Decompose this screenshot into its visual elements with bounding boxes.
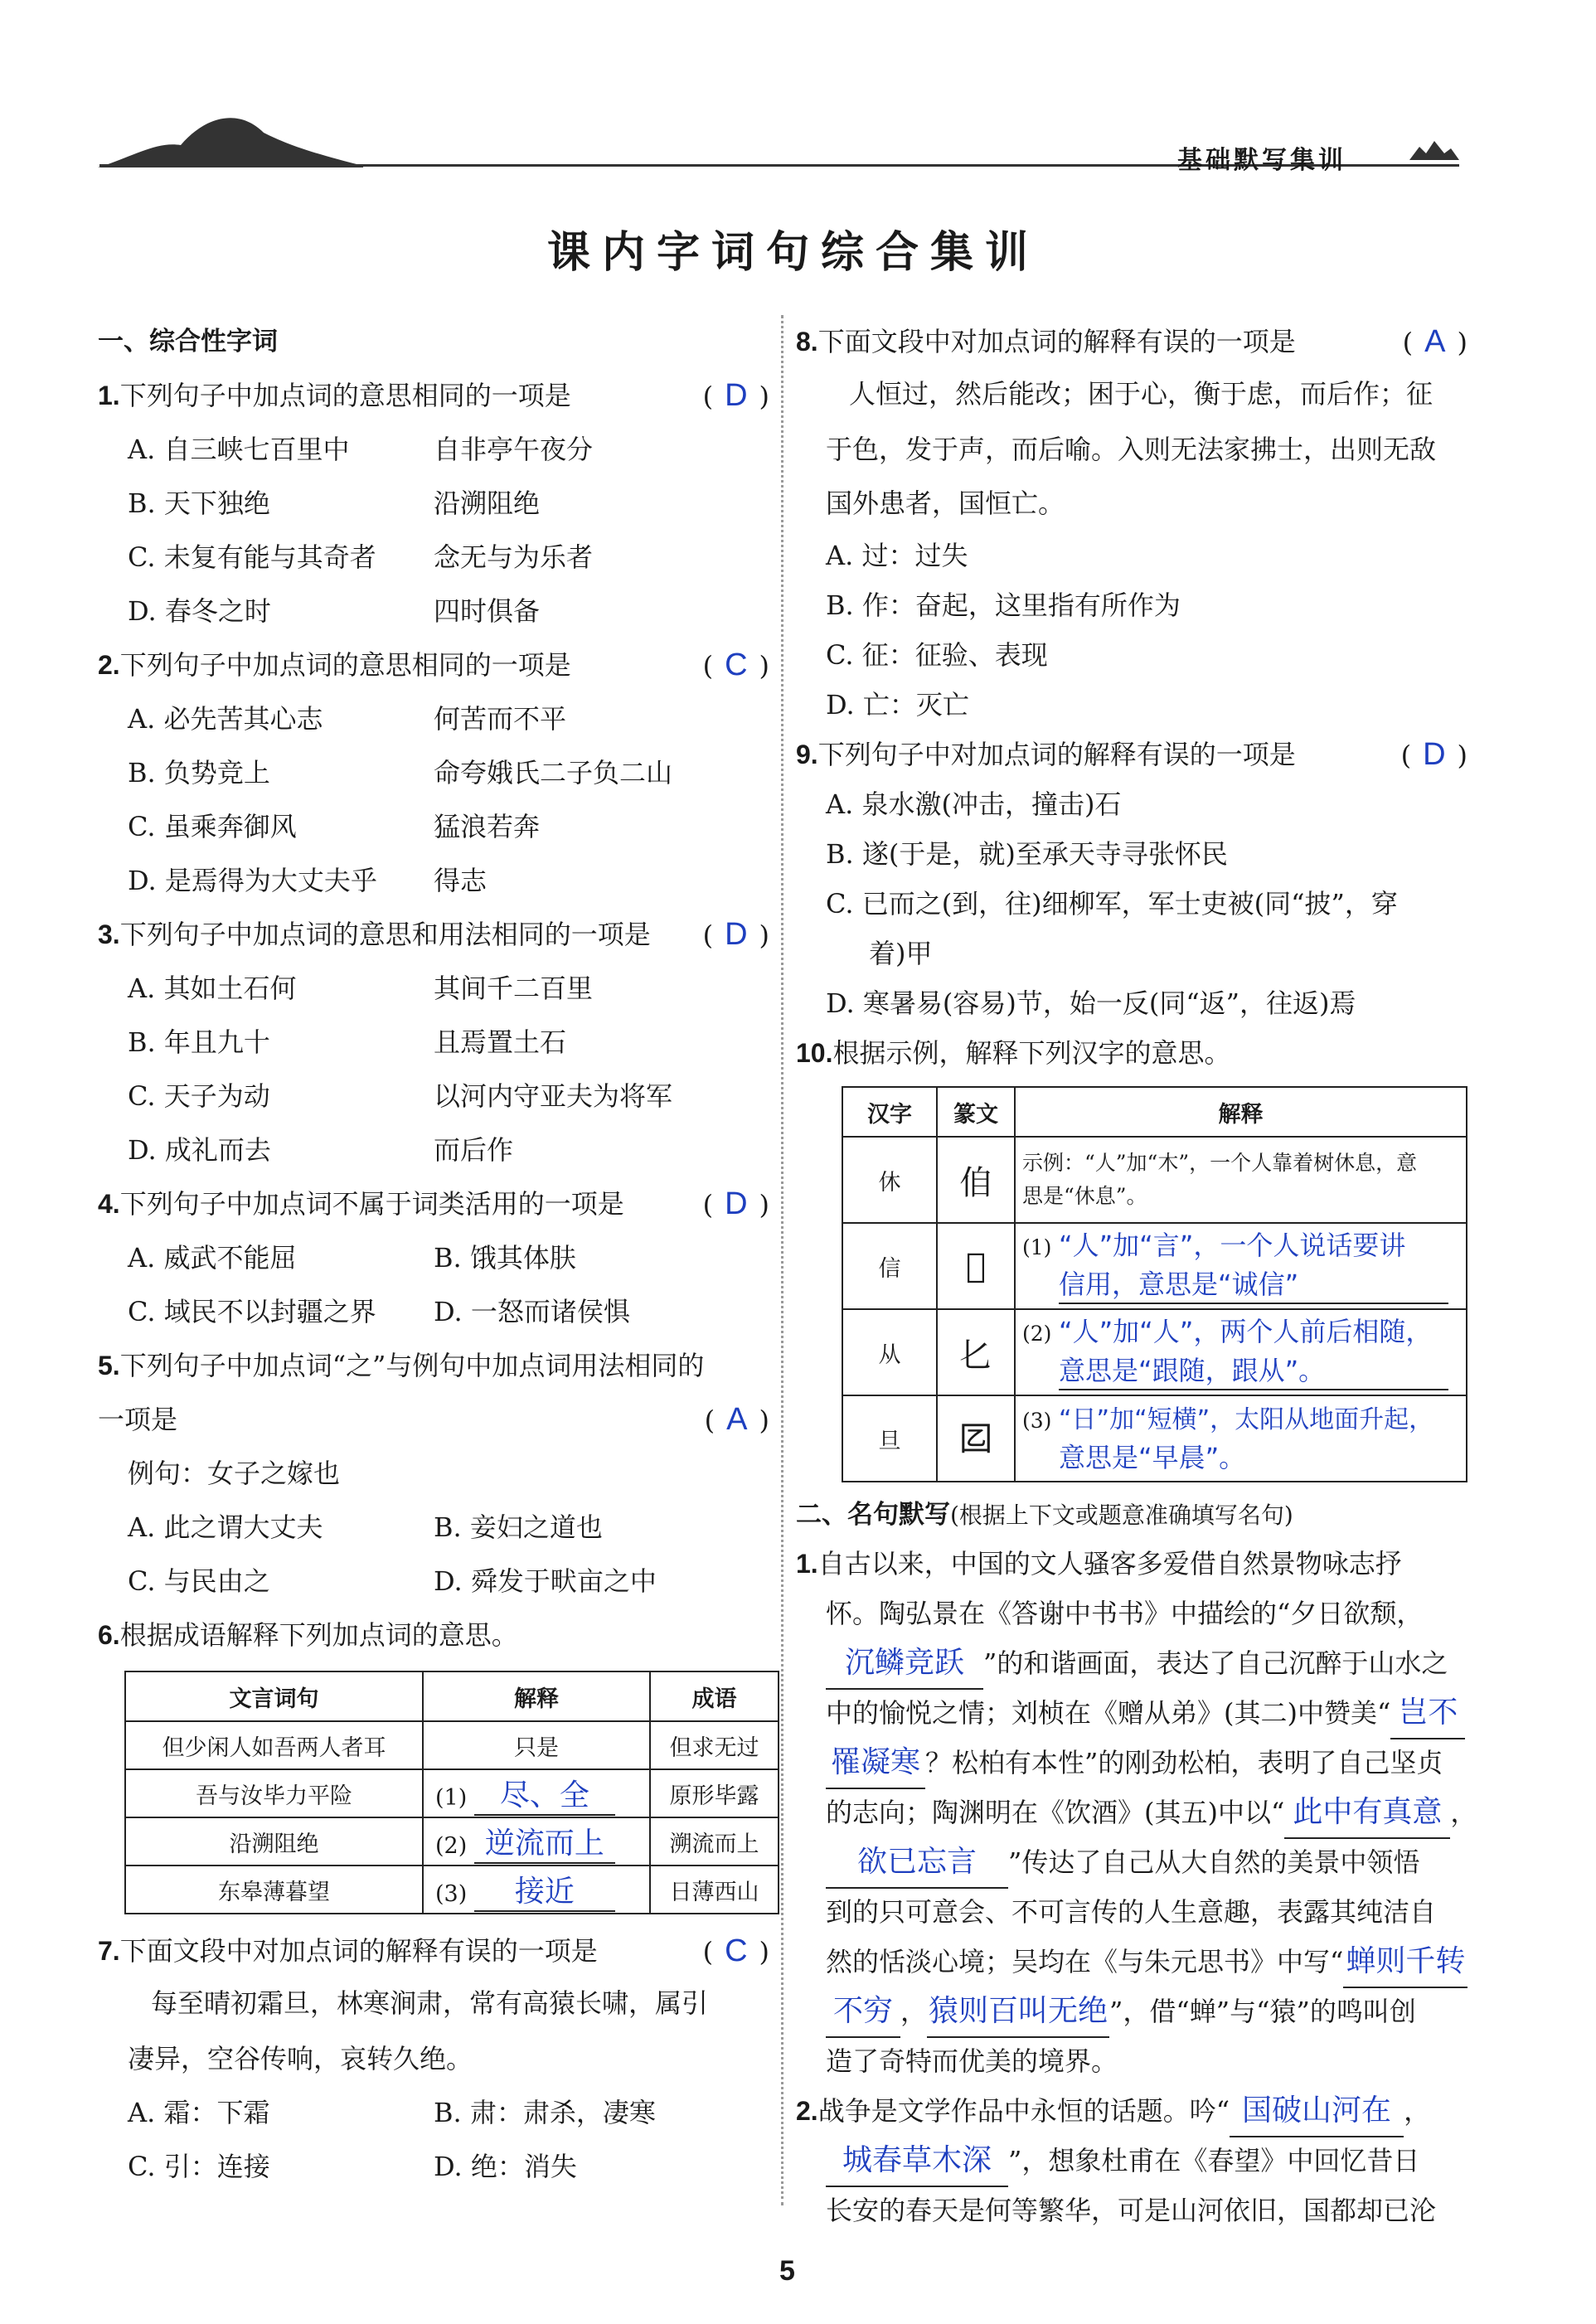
text-line: 罹凝寒 ？松柏有本性”的刚劲松柏，表明了自己坚贞 <box>796 1738 1467 1788</box>
idiom-table <box>124 1671 779 1914</box>
option-row: B. 负势竞上 命夸娥氏二子负二山 <box>128 757 673 788</box>
text-line: 长安的春天是何等繁华，可是山河依旧，国都却已沦 <box>826 2195 1437 2226</box>
answer-box: ( A ) <box>1402 324 1467 359</box>
option-row: A. 泉水激(冲击，撞击)石 <box>826 788 1122 820</box>
seal-script-glyph: 㑑 <box>937 1137 1015 1223</box>
option-row: C. 天子为动 以河内守亚夫为将军 <box>128 1080 673 1112</box>
option-row: B. 年且九十 且焉置土石 <box>128 1026 567 1058</box>
question-8: 8.下面文段中对加点词的解释有误的一项是 ( A ) <box>796 315 1467 369</box>
option-row: C. 域民不以封疆之界 D. 一怒而诸侯惧 <box>128 1296 630 1327</box>
option-row: C. 未复有能与其奇者 念无与为乐者 <box>128 541 594 573</box>
answer-field[interactable]: 信用，意思是“诚信” <box>1059 1266 1448 1304</box>
question-3: 3.下列句子中加点词的意思和用法相同的一项是 ( D ) <box>98 908 769 962</box>
answer-field[interactable]: “日”加“短横”，太阳从地面升起， <box>1059 1405 1434 1434</box>
mountain-decoration-icon <box>98 108 363 170</box>
answer-box: ( D ) <box>702 1186 769 1221</box>
option-row: D. 亡：灭亡 <box>826 689 969 720</box>
answer-field[interactable]: 猿则百叫无绝 <box>927 1987 1109 2038</box>
example-sentence: 例句：女子之嫁也 <box>128 1458 341 1489</box>
passage-line: 人恒过，然后能改；困于心，衡于虑，而后作；征 <box>849 378 1433 410</box>
table-row: 从 𠤎 (2) “人”加“人”，两个人前后相随， 意思是“跟随，跟从”。 <box>842 1309 1467 1395</box>
option-row: A. 自三峡七百里中 自非亭午夜分 <box>128 434 594 465</box>
question-1: 1.下列句子中加点词的意思相同的一项是 ( D ) <box>98 369 769 423</box>
answer-box: ( D ) <box>1400 737 1467 772</box>
option-row: C. 虽乘奔御风 猛浪若奔 <box>128 811 541 842</box>
book-title: 基础默写集训 <box>1177 146 1346 175</box>
option-row: 着)甲 <box>869 938 933 969</box>
table-header: 文言词句 <box>125 1671 423 1721</box>
text-line: 怀。陶弘景在《答谢中书书》中描绘的“夕日欲颓， <box>826 1598 1424 1629</box>
right-column <box>796 315 1477 2235</box>
answer-box: ( A ) <box>704 1402 769 1437</box>
text-line: 中的愉悦之情；刘桢在《赠从弟》(其二)中赞美“ 岂不 <box>796 1688 1467 1738</box>
answer-field[interactable]: 城春草木深 <box>826 2136 1008 2187</box>
answer-field[interactable]: 意思是“早晨”。 <box>1059 1441 1246 1473</box>
table-row: 信 𠻃 (1) “人”加“言”，一个人说话要讲 信用，意思是“诚信” <box>842 1223 1467 1309</box>
table-row: 沿溯阻绝 (2) 逆流而上 溯流而上 <box>125 1817 779 1866</box>
answer-field[interactable]: 逆流而上 <box>474 1820 615 1864</box>
section-heading: 二、名句默写(根据上下文或题意准确填写名句) <box>796 1500 1293 1530</box>
option-row: C. 已而之(到，往)细柳军，军士吏被(同“披”，穿 <box>826 888 1398 919</box>
question-9: 9.下列句子中对加点词的解释有误的一项是 ( D ) <box>796 730 1467 779</box>
text-line: 不穷 ，猿则百叫无绝”，借“蝉”与“猿”的鸣叫创 <box>796 1987 1467 2036</box>
answer-field[interactable]: 罹凝寒 <box>826 1738 925 1789</box>
character-table <box>842 1086 1467 1482</box>
answer-field[interactable]: 尽、全 <box>474 1772 615 1816</box>
text-line: 然的恬淡心境；吴均在《与朱元思书》中写“蝉则千转 <box>796 1937 1467 1987</box>
recitation-2: 2.战争是文学作品中永恒的话题。吟“ 国破山河在 ， <box>796 2086 1467 2136</box>
question-2: 2.下列句子中加点词的意思相同的一项是 ( C ) <box>98 638 769 692</box>
table-row: 休 㑑 示例：“人”加“木”，一个人靠着树休息，意 思是“休息”。 <box>842 1137 1467 1223</box>
answer-box: ( D ) <box>702 917 769 952</box>
question-10: 10.根据示例，解释下列汉字的意思。 <box>796 1037 1231 1069</box>
page-number: 5 <box>779 2255 795 2287</box>
option-row: A. 过：过失 <box>826 540 968 571</box>
question-7: 7.下面文段中对加点词的解释有误的一项是 ( C ) <box>98 1924 769 1978</box>
table-header: 篆文 <box>937 1087 1015 1137</box>
option-row: C. 征：征验、表现 <box>826 639 1048 671</box>
option-row: C. 与民由之 D. 舜发于畎亩之中 <box>128 1565 657 1597</box>
seal-script-glyph: 𠻃 <box>937 1223 1015 1309</box>
option-row: B. 遂(于是，就)至承天寺寻张怀民 <box>826 838 1228 870</box>
option-row: A. 其如土石何 其间千二百里 <box>128 973 594 1004</box>
seal-script-glyph: 𠤎 <box>937 1309 1015 1395</box>
table-row: 旦 𡆠 (3) “日”加“短横”，太阳从地面升起， 意思是“早晨”。 <box>842 1395 1467 1482</box>
answer-field[interactable]: “人”加“言”，一个人说话要讲 <box>1059 1230 1406 1261</box>
page-title: 课内字词句综合集训 <box>547 227 1041 278</box>
answer-field[interactable]: 岂不 <box>1390 1688 1465 1739</box>
text-line: 的志向；陶渊明在《饮酒》(其五)中以“ 此中有真意 ， <box>796 1788 1467 1837</box>
passage-line: 每至晴初霜旦，林寒涧肃，常有高猿长啸，属引 <box>151 1987 709 2019</box>
column-divider <box>781 315 783 2205</box>
option-row: C. 引：连接 D. 绝：消失 <box>128 2151 577 2182</box>
text-line: 欲已忘言 ”传达了自己从大自然的美景中领悟 <box>796 1837 1467 1887</box>
option-row: B. 天下独绝 沿溯阻绝 <box>128 488 541 519</box>
table-header: 解释 <box>1015 1087 1467 1137</box>
table-row: 东皋薄暮望 (3) 接近 日薄西山 <box>125 1866 779 1914</box>
answer-field[interactable]: 不穷 <box>826 1987 900 2038</box>
table-row: 吾与汝毕力平险 (1) 尽、全 原形毕露 <box>125 1769 779 1817</box>
option-row: D. 春冬之时 四时俱备 <box>128 595 541 627</box>
option-row: D. 成礼而去 而后作 <box>128 1134 514 1166</box>
table-header: 成语 <box>650 1671 779 1721</box>
option-row: A. 必先苦其心志 何苦而不平 <box>128 703 567 735</box>
text-line: 城春草木深 ”，想象杜甫在《春望》中回忆昔日 <box>796 2136 1467 2186</box>
small-mountain-icon <box>1409 137 1459 162</box>
answer-field[interactable]: 蝉则千转 <box>1343 1937 1467 1988</box>
answer-field[interactable]: “人”加“人”，两个人前后相随， <box>1059 1316 1433 1347</box>
answer-field[interactable]: 欲已忘言 <box>826 1837 1008 1889</box>
option-row: A. 此之谓大丈夫 B. 妾妇之道也 <box>128 1511 603 1543</box>
question-4: 4.下列句子中加点词不属于词类活用的一项是 ( D ) <box>98 1177 769 1231</box>
text-line: 造了奇特而优美的境界。 <box>826 2045 1118 2077</box>
passage-line: 于色，发于声，而后喻。入则无法家拂士，出则无敌 <box>826 434 1437 465</box>
option-row: D. 是焉得为大丈夫乎 得志 <box>128 865 488 896</box>
option-row: D. 寒暑易(容易)节，始一反(同“返”，往返)焉 <box>826 987 1356 1019</box>
option-row: B. 作：奋起，这里指有所作为 <box>826 589 1181 621</box>
answer-field[interactable]: 意思是“跟随，跟从”。 <box>1059 1352 1448 1390</box>
answer-field[interactable]: 接近 <box>474 1868 615 1912</box>
question-5-cont: 一项是 ( A ) <box>98 1393 769 1447</box>
recitation-1: 1.自古以来，中国的文人骚客多爱借自然景物咏志抒 <box>796 1548 1402 1579</box>
left-column <box>98 315 769 2194</box>
text-line: 到的只可意会、不可言传的人生意趣，表露其纯洁自 <box>826 1896 1437 1928</box>
table-header: 汉字 <box>842 1087 937 1137</box>
answer-field[interactable]: 国破山河在 <box>1230 2086 1404 2137</box>
answer-box: ( C ) <box>702 648 769 682</box>
table-row: 但少闲人如吾两人者耳 只是 但求无过 <box>125 1721 779 1769</box>
table-header: 解释 <box>423 1671 650 1721</box>
answer-box: ( C ) <box>702 1933 769 1968</box>
section-heading: 一、综合性字词 <box>98 327 278 357</box>
question-6: 6.根据成语解释下列加点词的意思。 <box>98 1619 518 1651</box>
passage-line: 凄异，空谷传响，哀转久绝。 <box>128 2043 473 2074</box>
question-5: 5.下列句子中加点词“之”与例句中加点词用法相同的 <box>98 1350 705 1381</box>
option-row: A. 威武不能屈 B. 饿其体肤 <box>128 1242 576 1274</box>
answer-box: ( D ) <box>702 378 769 413</box>
answer-field[interactable]: 沉鳞竞跃 <box>826 1638 983 1690</box>
option-row: A. 霜：下霜 B. 肃：肃杀，凄寒 <box>128 2097 656 2128</box>
answer-field[interactable]: 此中有真意 <box>1284 1788 1450 1839</box>
passage-line: 国外患者，国恒亡。 <box>826 488 1065 519</box>
seal-script-glyph: 𡆠 <box>937 1395 1015 1482</box>
text-line: 沉鳞竞跃 ”的和谐画面，表达了自己沉醉于山水之 <box>796 1638 1467 1688</box>
